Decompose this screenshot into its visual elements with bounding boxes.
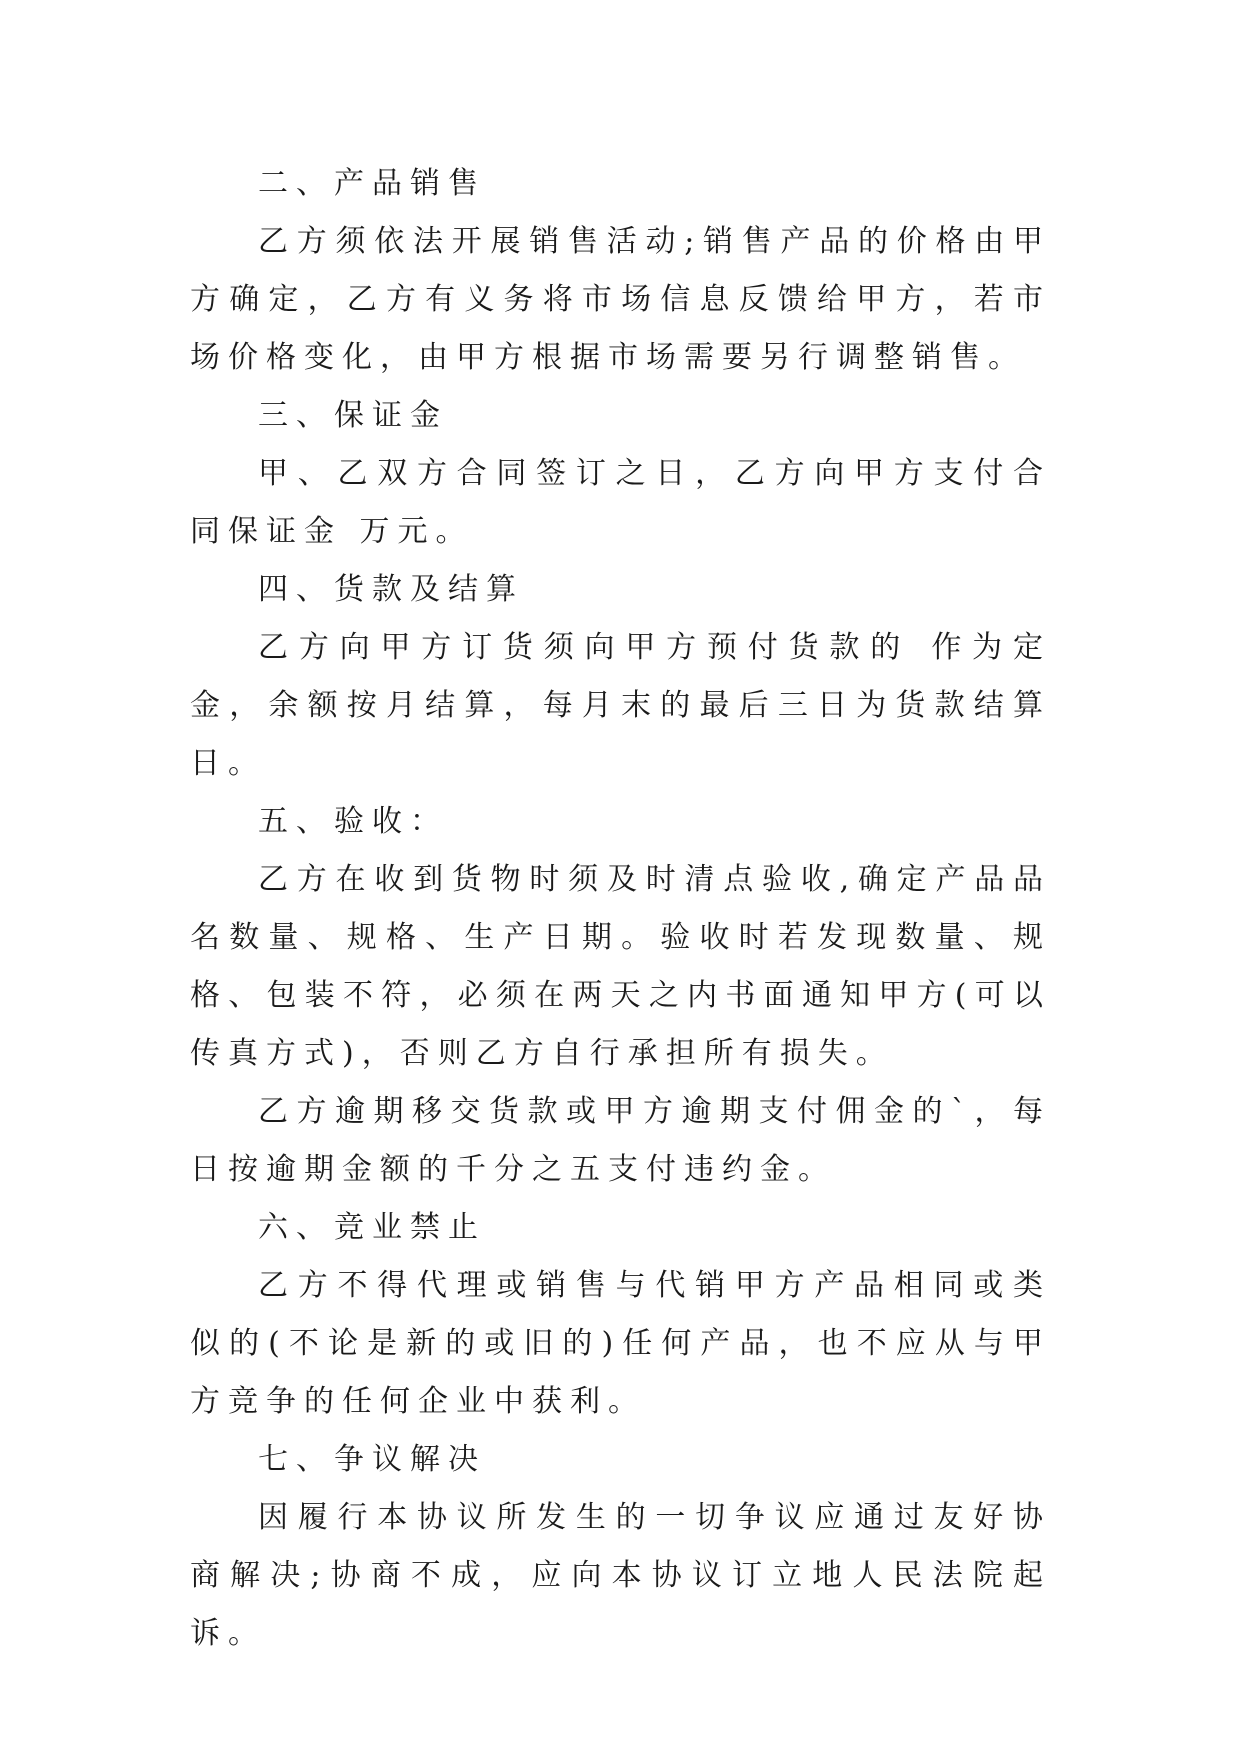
- section-heading-payment-settlement: 四、货款及结算: [258, 572, 524, 607]
- paragraph-non-compete: 乙方不得代理或销售与代销甲方产品相同或类似的(不论是新的或旧的)任何产品，也不应从与甲方竞争的任何企业中获利。: [190, 1268, 1051, 1419]
- paragraph-dispute-resolution: 因履行本协议所发生的一切争议应通过友好协商解决;协商不成，应向本协议订立地人民法院起诉。: [190, 1500, 1051, 1651]
- section-heading-acceptance: 五、验收：: [258, 804, 448, 839]
- paragraph-deposit: 甲、乙双方合同签订之日，乙方向甲方支付合同保证金 万元。: [190, 456, 1051, 549]
- section-heading-dispute-resolution: 七、争议解决: [258, 1442, 486, 1477]
- document-body: [190, 155, 1051, 1663]
- paragraph-acceptance: 乙方在收到货物时须及时清点验收,确定产品品名数量、规格、生产日期。验收时若发现数量、规格、包装不符，必须在两天之内书面通知甲方(可以传真方式)，否则乙方自行承担所有损失。: [190, 862, 1051, 1071]
- section-heading-product-sales: 二、产品销售: [258, 166, 486, 201]
- paragraph-payment-settlement: 乙方向甲方订货须向甲方预付货款的 作为定金，余额按月结算，每月末的最后三日为货款结算日。: [190, 630, 1051, 781]
- paragraph-product-sales: 乙方须依法开展销售活动;销售产品的价格由甲方确定，乙方有义务将市场信息反馈给甲方，若市场价格变化，由甲方根据市场需要另行调整销售。: [190, 224, 1051, 375]
- paragraph-late-penalty: 乙方逾期移交货款或甲方逾期支付佣金的`，每日按逾期金额的千分之五支付违约金。: [190, 1094, 1051, 1187]
- section-heading-non-compete: 六、竞业禁止: [258, 1210, 486, 1245]
- section-heading-deposit: 三、保证金: [258, 398, 448, 433]
